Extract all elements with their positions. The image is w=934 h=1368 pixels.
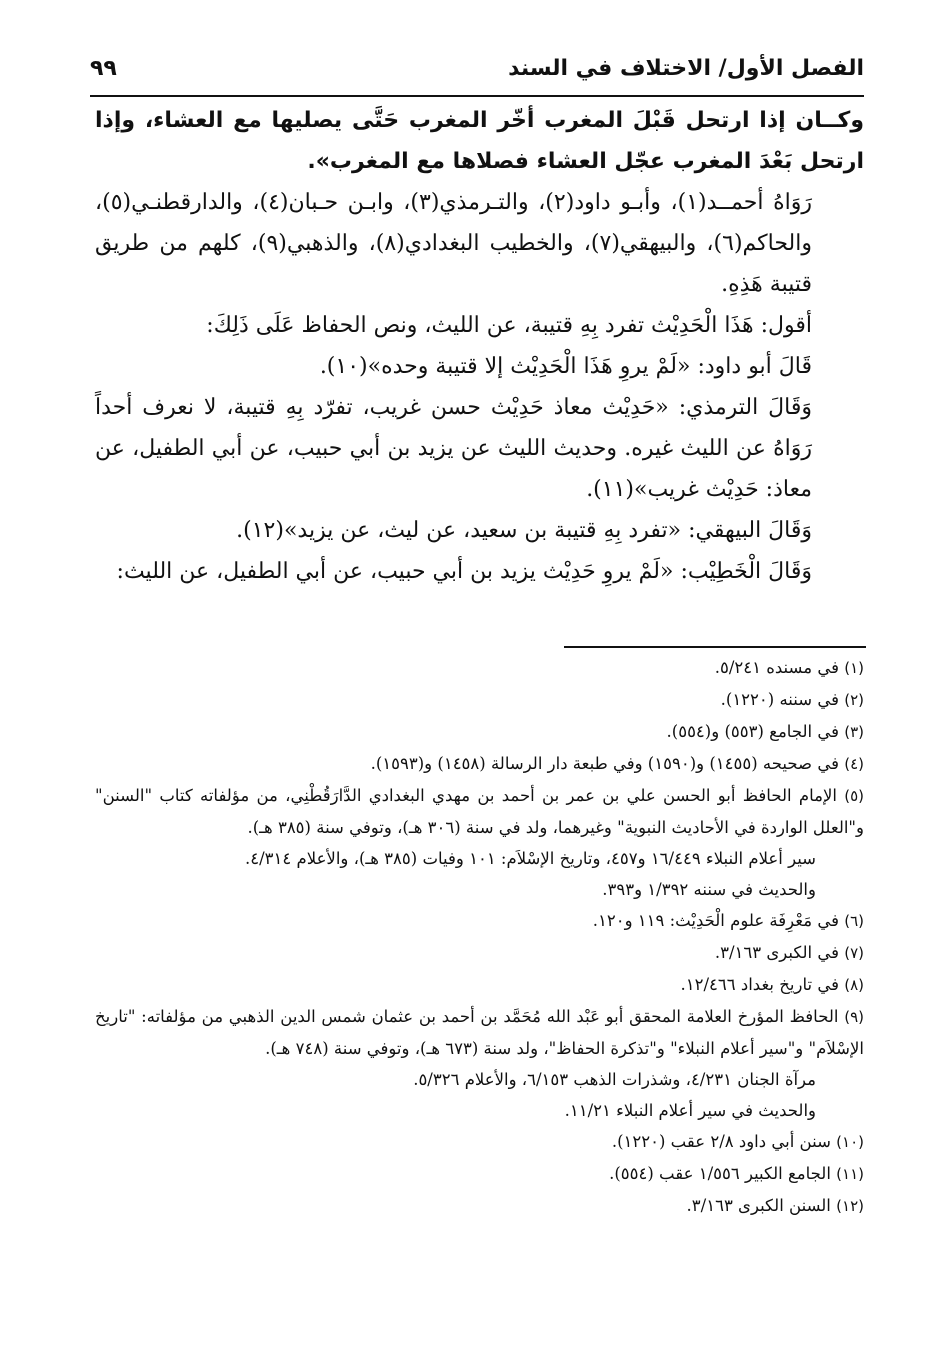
footnote-text: في تاريخ بغداد ١٢/٤٦٦. bbox=[680, 975, 839, 994]
footnote-source: سير أعلام النبلاء ١٦/٤٤٩ و٤٥٧، وتاريخ الإسْلاَم: ١٠١ وفيات (٣٨٥ هـ)، والأعلام ٤/٣١٤. bbox=[245, 849, 816, 868]
footnote-text: في مَعْرِفَة علوم الْحَدِيْث: ١١٩ و١٢٠. bbox=[592, 911, 839, 930]
footnote-number: (٦) bbox=[844, 912, 864, 930]
footnote bbox=[95, 969, 864, 1001]
running-title: الفصل الأول/ الاختلاف في السند bbox=[508, 56, 864, 81]
footnote bbox=[95, 684, 864, 716]
bayhaqi-quote: وَقَالَ البيهقي: «تفرد بِهِ قتيبة بن سعيد، عن ليث، عن يزيد»(١٢). bbox=[236, 518, 812, 543]
footnote-source: مرآة الجنان ٤/٢٣١، وشذرات الذهب ٦/١٥٣، والأعلام ٥/٣٢٦. bbox=[413, 1070, 816, 1089]
page-number: ٩٩ bbox=[90, 56, 117, 81]
footnote-number: (١٠) bbox=[836, 1133, 864, 1151]
takhrij-paragraph: رَوَاهُ أحمــد(١)، وأبـو داود(٢)، والتـرمذي(٣)، وابـن حـبان(٤)، والدارقطنـي(٥)، والحاكم(٦)، والبيهقي(٧)، والخطيب البغدادي(٨)، والذهبي(٩)، كلهم من طريق قتيبة هَذِهِ. bbox=[95, 190, 812, 297]
footnote-text: السنن الكبرى ٣/١٦٣. bbox=[686, 1196, 831, 1215]
footnote bbox=[95, 1190, 864, 1222]
footnote bbox=[95, 1001, 864, 1064]
footnote bbox=[95, 905, 864, 937]
abu-dawud-quote: قَالَ أبو داود: «لَمْ يروِ هَذَا الْحَدِيْث إلا قتيبة وحده»(١٠). bbox=[319, 354, 812, 379]
footnote bbox=[95, 780, 864, 843]
footnote-number: (٢) bbox=[844, 691, 864, 709]
footnote-number: (١٢) bbox=[836, 1197, 864, 1215]
footnote-number: (٩) bbox=[844, 1008, 864, 1026]
footnote-number: (٤) bbox=[844, 755, 864, 773]
page-header bbox=[90, 52, 864, 94]
footnote-text: في الجامع (٥٥٣) و(٥٥٤). bbox=[666, 722, 839, 741]
footnote-number: (١١) bbox=[836, 1165, 864, 1183]
footnote bbox=[95, 937, 864, 969]
footnote-text: في مسنده ٥/٢٤١. bbox=[714, 658, 839, 677]
footnote-text: في صحيحه (١٤٥٥) و(١٥٩٠) وفي طبعة دار الرسالة (١٤٥٨) و(١٥٩٣). bbox=[370, 754, 839, 773]
footnote-source: والحديث في سير أعلام النبلاء ١١/٢١. bbox=[564, 1101, 816, 1120]
header-rule bbox=[90, 95, 864, 97]
footnote bbox=[95, 716, 864, 748]
footnote bbox=[95, 652, 864, 684]
footnote-number: (٣) bbox=[844, 723, 864, 741]
footnote-number: (٨) bbox=[844, 976, 864, 994]
footnote-text: سنن أبي داود ٢/٨ عقب (١٢٢٠). bbox=[611, 1132, 831, 1151]
main-text bbox=[95, 100, 864, 592]
tirmidhi-quote: وَقَالَ الترمذي: «حَدِيْث معاذ حَدِيْث حسن غريب، تفرّد بِهِ قتيبة، لا نعرف أحداً رَوَاهُ عن الليث غيره. وحديث الليث عن يزيد بن أبي حبيب، عن أبي الطفيل، عن معاذ: حَدِيْث غريب»(١١). bbox=[95, 395, 812, 502]
footnotes bbox=[95, 652, 864, 1222]
footnote-number: (٧) bbox=[844, 944, 864, 962]
footnote-text: الإمام الحافظ أبو الحسن علي بن عمر بن أحمد بن مهدي البغدادي الدَّارَقُطْنِي، من مؤلفاته كتاب "السنن" و"العلل الواردة في الأحاديث النبوية" وغيرهما، ولد في سنة (٣٠٦ هـ)، وتوفي سنة (٣٨٥ هـ). bbox=[95, 786, 864, 837]
footnote bbox=[95, 1158, 864, 1190]
footnote-text: الحافظ المؤرخ العلامة المحقق أبو عَبْد الله مُحَمَّد بن أحمد بن عثمان شمس الدين الذهبي من مؤلفاته: "تاريخ الإسْلاَم" و"سير أعلام النبلاء" و"تذكرة الحفاظ"، ولد سنة (٦٧٣ هـ)، وتوفي سنة (٧٤٨ هـ). bbox=[95, 1007, 864, 1058]
khatib-quote: وَقَالَ الْخَطِيْب: «لَمْ يروِ حَدِيْث يزيد بن أبي حبيب، عن أبي الطفيل، عن الليث: bbox=[116, 559, 812, 584]
footnote-source: والحديث في سننه ١/٣٩٢ و٣٩٣. bbox=[602, 880, 816, 899]
footnote-separator bbox=[564, 646, 866, 648]
footnote-text: في سننه (١٢٢٠). bbox=[720, 690, 839, 709]
footnote-text: في الكبرى ٣/١٦٣. bbox=[714, 943, 839, 962]
footnote bbox=[95, 748, 864, 780]
footnote-number: (١) bbox=[844, 659, 864, 677]
hadith-text: وكــان إذا ارتحل قَبْلَ المغرب أخّر المغرب حَتَّى يصليها مع العشاء، وإذا ارتحل بَعْدَ المغرب عجّل العشاء فصلاها مع المغرب». bbox=[95, 108, 864, 174]
author-comment: أقول: هَذَا الْحَدِيْث تفرد بِهِ قتيبة، عن الليث، ونص الحفاظ عَلَى ذَلِكَ: bbox=[206, 313, 812, 338]
footnote-text: الجامع الكبير ١/٥٥٦ عقب (٥٥٤). bbox=[609, 1164, 831, 1183]
footnote-number: (٥) bbox=[844, 787, 864, 805]
footnote bbox=[95, 1126, 864, 1158]
